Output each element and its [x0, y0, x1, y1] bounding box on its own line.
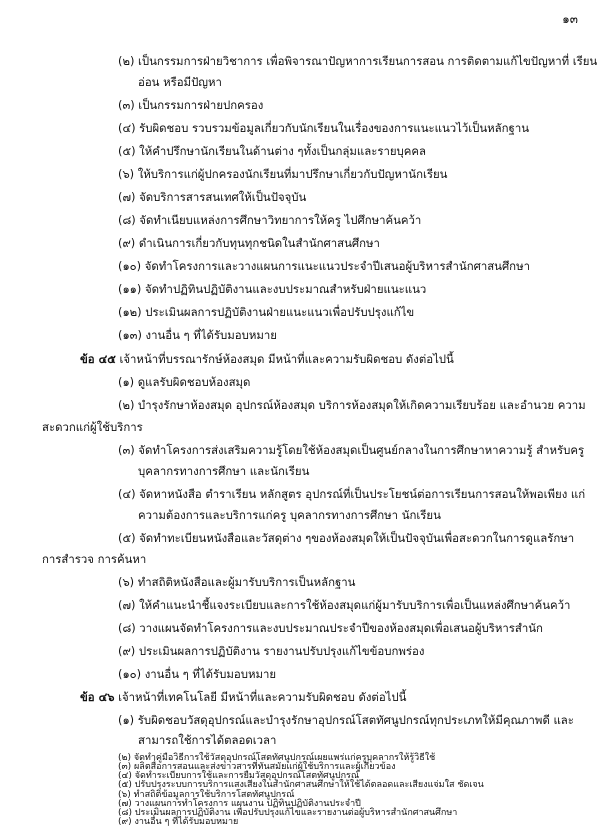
- article-45-label: ข้อ ๔๕: [80, 352, 116, 366]
- list-item: (๖) ทำสถิติหนังสือและผู้มารับบริการเป็นหลักฐาน: [118, 575, 356, 589]
- list-item-continuation: สะดวกแก่ผู้ใช้บริการ: [42, 420, 143, 434]
- list-item: (๑๐) จัดทำโครงการและวางแผนการแนะแนวประจำปีเสนอผู้บริหารสำนักศาสนศึกษา: [118, 259, 530, 273]
- list-item: (๗) จัดบริการสารสนเทศให้เป็นปัจจุบัน: [118, 190, 307, 204]
- list-item: (๘) จัดทำเนียบแหล่งการศึกษาวิทยาการให้ครู ไปศึกษาค้นคว้า: [118, 213, 422, 227]
- list-item: (๗) วางแผนการทำโครงการ แผนงาน ปฏิทินปฏิบัติงานประจำปี: [118, 798, 361, 809]
- page-number: ๑๓: [562, 12, 578, 26]
- list-item: (๙) ดำเนินการเกี่ยวกับทุนทุกชนิดในสำนักศาสนศึกษา: [118, 236, 380, 250]
- list-item: (๗) ให้คำแนะนำชี้แจงระเบียบและการใช้ห้องสมุดแก่ผู้มารับบริการเพื่อเป็นแหล่งศึกษาค้นคว้า: [118, 598, 571, 612]
- list-item: (๖) ทำสถิติข้อมูลการใช้บริการโสตทัศนูปกรณ์: [118, 789, 295, 800]
- list-item: (๓) ผลิตสื่อการสอนและส่งข่าวสารที่ทันสมัยแก่ผู้ใช้บริการและผู้เกี่ยวข้อง: [118, 762, 396, 773]
- list-item: (๘) ประเมินผลการปฏิบัติงาน เพื่อปรับปรุงแก้ไขและรายงานต่อผู้บริหารสำนักศาสนศึกษา: [118, 807, 458, 818]
- list-item-continuation: บุคลากรทางการศึกษา และนักเรียน: [138, 464, 310, 478]
- list-item: (๑๑) จัดทำปฏิทินปฏิบัติงานและงบประมาณสำหรับฝ่ายแนะแนว: [118, 282, 427, 296]
- list-item: (๑๐) งานอื่น ๆ ที่ได้รับมอบหมาย: [118, 667, 277, 681]
- list-item: (๒) เป็นกรรมการฝ่ายวิชาการ เพื่อพิจารณาปัญหาการเรียนการสอน การติดตามแก้ไขปัญหาที่ เรียน: [118, 54, 598, 68]
- list-item: (๙) งานอื่น ๆ ที่ได้รับมอบหมาย: [118, 817, 239, 827]
- list-item: (๒) บำรุงรักษาห้องสมุด อุปกรณ์ห้องสมุด บริการห้องสมุดให้เกิดความเรียบร้อย และอำนวย ความ: [118, 398, 586, 412]
- list-item: (๔) จัดทำระเบียบการใช้และการยืมวัสดุอุปกรณ์โสตทัศนูปกรณ์: [118, 771, 360, 782]
- list-item: (๓) จัดทำโครงการส่งเสริมความรู้โดยใช้ห้องสมุดเป็นศูนย์กลางในการศึกษาหาความรู้ สำหรับครู: [118, 443, 585, 457]
- list-item: (๑) รับผิดชอบวัสดุอุปกรณ์และบำรุงรักษาอุปกรณ์โสตทัศนูปกรณ์ทุกประเภทให้มีคุณภาพดี และ: [118, 713, 574, 727]
- article-45-heading: [80, 350, 454, 368]
- list-item: (๔) รับผิดชอบ รวบรวมข้อมูลเกี่ยวกับนักเรียนในเรื่องของการแนะแนวไว้เป็นหลักฐาน: [118, 121, 530, 135]
- article-46-title: เจ้าหน้าที่เทคโนโลยี มีหน้าที่และความรับผิดชอบ ดังต่อไปนี้: [118, 690, 407, 704]
- list-item-continuation: อ่อน หรือมีปัญหา: [138, 75, 222, 89]
- article-46-heading: [80, 688, 406, 706]
- list-item: (๖) ให้บริการแก่ผู้ปกครองนักเรียนที่มาปรึกษาเกี่ยวกับปัญหานักเรียน: [118, 167, 448, 181]
- list-item: (๕) จัดทำทะเบียนหนังสือและวัสดุต่าง ๆของห้องสมุดให้เป็นปัจจุบันเพื่อสะดวกในการดูแลรักษา: [118, 531, 575, 545]
- article-46-label: ข้อ ๔๖: [80, 690, 115, 704]
- article-45-title: เจ้าหน้าที่บรรณารักษ์ห้องสมุด มีหน้าที่และความรับผิดชอบ ดังต่อไปนี้: [119, 352, 454, 366]
- list-item-continuation: การสำรวจ การค้นหา: [42, 552, 147, 566]
- list-item: (๒) จัดทำคู่มือวิธีการใช้วัสดุอุปกรณ์โสตทัศนูปกรณ์เผยแพร่แก่ครูบุคลากรให้รู้วิธีใช้: [118, 753, 436, 763]
- list-item: (๘) วางแผนจัดทำโครงการและงบประมาณประจำปีของห้องสมุดเพื่อเสนอผู้บริหารสำนัก: [118, 621, 543, 635]
- list-item: (๑๓) งานอื่น ๆ ที่ได้รับมอบหมาย: [118, 328, 277, 342]
- list-item: (๕) ปรับปรุงระบบการบริการแสงเสียงในสำนักศาสนศึกษาให้ใช้ได้ตลอดและเสียงแจ่มใส ชัดเจน: [118, 780, 484, 791]
- list-item-continuation: สามารถใช้การได้ตลอดเวลา: [138, 733, 277, 747]
- list-item: (๑) ดูแลรับผิดชอบห้องสมุด: [118, 375, 251, 389]
- list-item: (๔) จัดหาหนังสือ ตำราเรียน หลักสูตร อุปกรณ์ที่เป็นประโยชน์ต่อการเรียนการสอนให้พอเพียง แก่: [118, 487, 586, 501]
- list-item: (๓) เป็นกรรมการฝ่ายปกครอง: [118, 98, 264, 112]
- list-item: (๙) ประเมินผลการปฏิบัติงาน รายงานปรับปรุงแก้ไขข้อบกพร่อง: [118, 644, 425, 658]
- list-item-continuation: ความต้องการและบริการแก่ครู บุคลากรทางการศึกษา นักเรียน: [138, 508, 441, 522]
- list-item: (๕) ให้คำปรึกษานักเรียนในด้านต่าง ๆทั้งเป็นกลุ่มและรายบุคคล: [118, 144, 426, 158]
- list-item: (๑๒) ประเมินผลการปฏิบัติงานฝ่ายแนะแนวเพื่อปรับปรุงแก้ไข: [118, 305, 415, 319]
